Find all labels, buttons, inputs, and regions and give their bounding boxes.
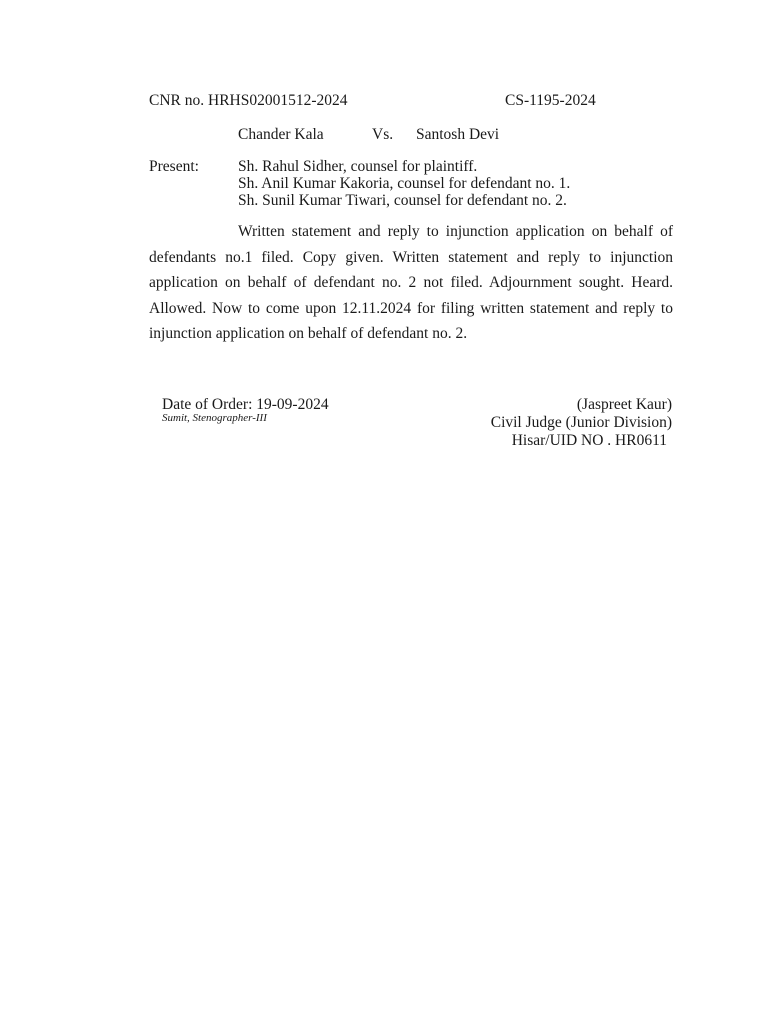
judge-name: (Jaspreet Kaur) — [576, 396, 672, 413]
judge-uid: Hisar/UID NO . HR0611 — [511, 432, 667, 449]
judge-title: Civil Judge (Junior Division) — [490, 414, 672, 431]
plaintiff-name: Chander Kala — [238, 126, 324, 143]
defendant-name: Santosh Devi — [416, 126, 500, 143]
order-body-paragraph: Written statement and reply to injunction application on behalf of defendants no.1 filed. Copy given. Written statement and reply to injunction application on behalf of defendant no. 2 not filed. Adjournment sought. Heard. Allowed. Now to come upon 12.11.2024 for filing written statement and reply to injunction application on behalf of defendant no. 2. — [149, 223, 673, 342]
present-label: Present: — [149, 158, 199, 175]
versus-label: Vs. — [372, 126, 394, 143]
counsel-line: Sh. Sunil Kumar Tiwari, counsel for defendant no. 2. — [238, 192, 567, 209]
case-number: CS-1195-2024 — [505, 92, 596, 109]
counsel-line: Sh. Anil Kumar Kakoria, counsel for defendant no. 1. — [238, 175, 571, 192]
date-of-order: Date of Order: 19-09-2024 — [162, 396, 329, 413]
cnr-number: CNR no. HRHS02001512-2024 — [149, 92, 348, 109]
counsel-line: Sh. Rahul Sidher, counsel for plaintiff. — [238, 158, 478, 175]
stenographer-note: Sumit, Stenographer-III — [162, 412, 267, 424]
